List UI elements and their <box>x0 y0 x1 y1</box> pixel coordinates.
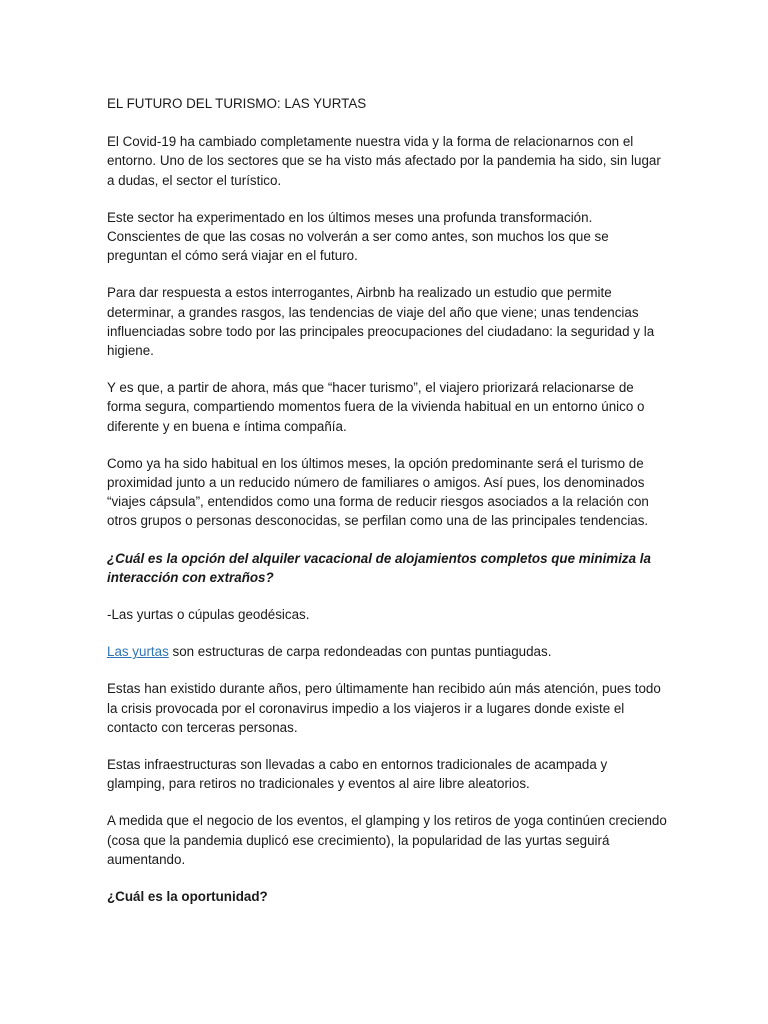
paragraph-capsule-trips: Como ya ha sido habitual en los últimos meses, la opción predominante será el turismo de proximidad junto a un reducido número de familiares o amigos. Así pues, los denominados “viajes cápsula”, entendidos como una forma de reducir riesgos asociados a la relación con otros grupos o personas desconocidas, se perfilan como una de las principales tendencias. <box>107 455 649 529</box>
question-rental-option: ¿Cuál es la opción del alquiler vacacional de alojamientos completos que minimiza la interacción con extraños? <box>107 550 651 585</box>
paragraph-infrastructure: Estas infraestructuras son llevadas a cabo en entornos tradicionales de acampada y glamping, para retiros no tradicionales y eventos al aire libre aleatorios. <box>107 757 608 792</box>
paragraph-attention: Estas han existido durante años, pero últimamente han recibido aún más atención, pues todo la crisis provocada por el coronavirus impedio a los viajeros ir a lugares donde existe el contacto con terceras personas. <box>107 681 661 735</box>
document-page <box>107 94 667 924</box>
question-opportunity: ¿Cuál es la oportunidad? <box>107 889 268 905</box>
answer-yurts: -Las yurtas o cúpulas geodésicas. <box>107 607 310 623</box>
paragraph-yurts-definition <box>107 642 667 661</box>
paragraph-safe-travel: Y es que, a partir de ahora, más que “hacer turismo”, el viajero priorizará relacionarse de forma segura, compartiendo momentos fuera de la vivienda habitual en un entorno único o diferente y en buena e íntima compañía. <box>107 380 645 434</box>
yurts-definition-text: son estructuras de carpa redondeadas con puntas puntiagudas. <box>168 644 552 660</box>
paragraph-covid: El Covid-19 ha cambiado completamente nuestra vida y la forma de relacionarnos con el entorno. Uno de los sectores que se ha visto más afectado por la pandemia ha sido, sin lugar a dudas, el sector el turístico. <box>107 134 661 188</box>
yurts-link[interactable]: Las yurtas <box>107 644 169 660</box>
paragraph-transformation: Este sector ha experimentado en los últimos meses una profunda transformación. Conscientes de que las cosas no volverán a ser como antes, son muchos los que se preguntan el cómo será viajar en el futuro. <box>107 209 609 264</box>
paragraph-popularity: A medida que el negocio de los eventos, el glamping y los retiros de yoga continúen creciendo (cosa que la pandemia duplicó ese crecimiento), la popularidad de las yurtas seguirá aumentando. <box>107 813 667 867</box>
document-title: EL FUTURO DEL TURISMO: LAS YURTAS <box>107 96 367 111</box>
paragraph-airbnb-study: Para dar respuesta a estos interrogantes, Airbnb ha realizado un estudio que permite determinar, a grandes rasgos, las tendencias de viaje del año que viene; unas tendencias influenciadas sobre todo por las principales preocupaciones del ciudadano: la seguridad y la higiene. <box>107 285 655 359</box>
